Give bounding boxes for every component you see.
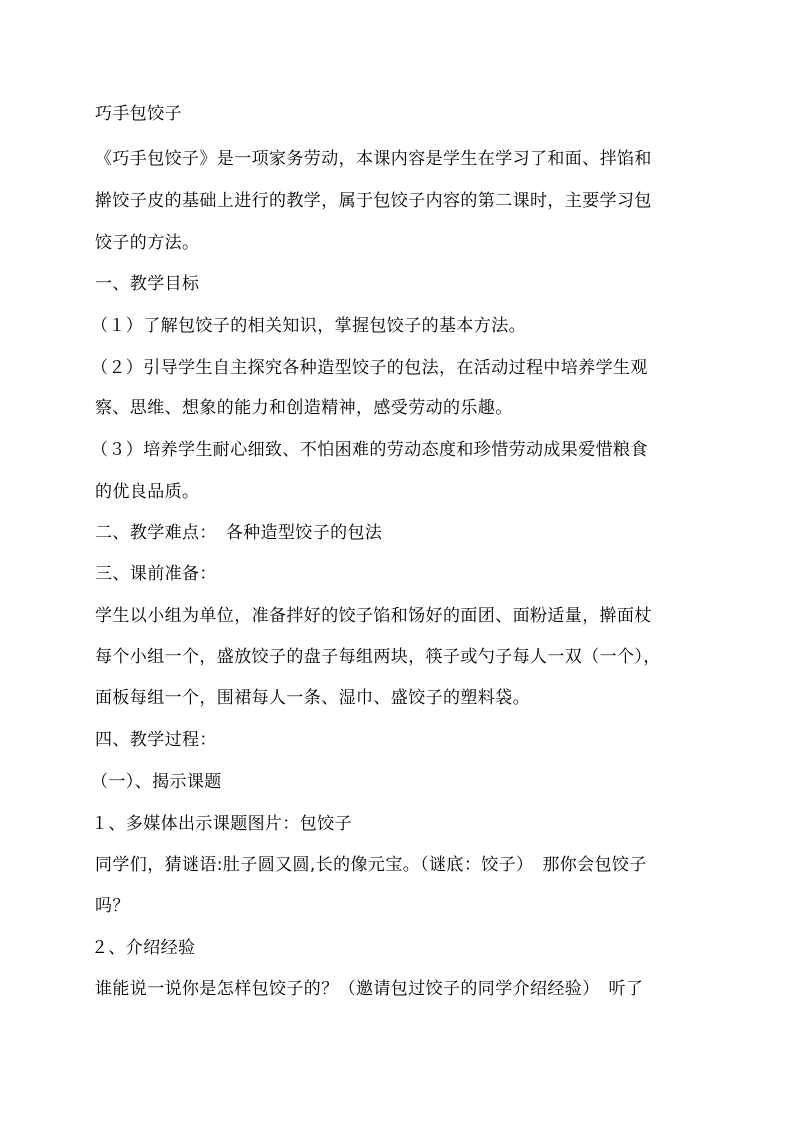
intro-line-1: 《巧手包饺子》是一项家务劳动，本课内容是学生在学习了和面、拌馅和 [95, 149, 652, 169]
preparation-line-3: 面板每组一个，围裙每人一条、湿巾、盛饺子的塑料袋。 [95, 688, 530, 708]
section-heading-difficulty: 二、教学难点： 各种造型饺子的包法 [95, 523, 383, 543]
preparation-line-1: 学生以小组为单位，准备拌好的饺子馅和饧好的面团、面粉适量，擀面杖 [95, 606, 652, 626]
process-sub-heading-1: （一）、揭示课题 [91, 772, 222, 792]
preparation-line-2: 每个小组一个，盛放饺子的盘子每组两块，筷子或勺子每人一双（一个）， [95, 647, 661, 667]
process-step-2: ２、介绍经验 [91, 938, 196, 958]
intro-line-2: 擀饺子皮的基础上进行的教学，属于包饺子内容的第二课时，主要学习包 [95, 191, 652, 211]
intro-line-3: 饺子的方法。 [95, 233, 200, 253]
section-heading-goals: 一、教学目标 [95, 274, 200, 294]
process-step-2-body-line-1: 谁能说一说你是怎样包饺子的？（邀请包过饺子的同学介绍经验） 听了 [95, 979, 644, 999]
process-step-1-body-line-2: 吗？ [95, 896, 130, 916]
process-step-1: １、多媒体出示课题图片：包饺子 [91, 814, 352, 834]
section-heading-process: 四、教学过程： [95, 730, 217, 750]
goal-item-1: （１）了解包饺子的相关知识，掌握包饺子的基本方法。 [91, 316, 526, 336]
section-heading-preparation: 三、课前准备： [95, 564, 217, 584]
process-step-1-body-line-1: 同学们，猜谜语:肚子圆又圆,长的像元宝。（谜底：饺子） 那你会包饺子 [95, 855, 647, 875]
goal-item-2-line-2: 察、思维、想象的能力和创造精神，感受劳动的乐趣。 [95, 398, 513, 418]
goal-item-3-line-1: （３）培养学生耐心细致、不怕困难的劳动态度和珍惜劳动成果爱惜粮食 [91, 440, 648, 460]
document-title: 巧手包饺子 [95, 104, 182, 124]
goal-item-3-line-2: 的优良品质。 [95, 482, 200, 502]
goal-item-2-line-1: （２）引导学生自主探究各种造型饺子的包法，在活动过程中培养学生观 [91, 358, 648, 378]
